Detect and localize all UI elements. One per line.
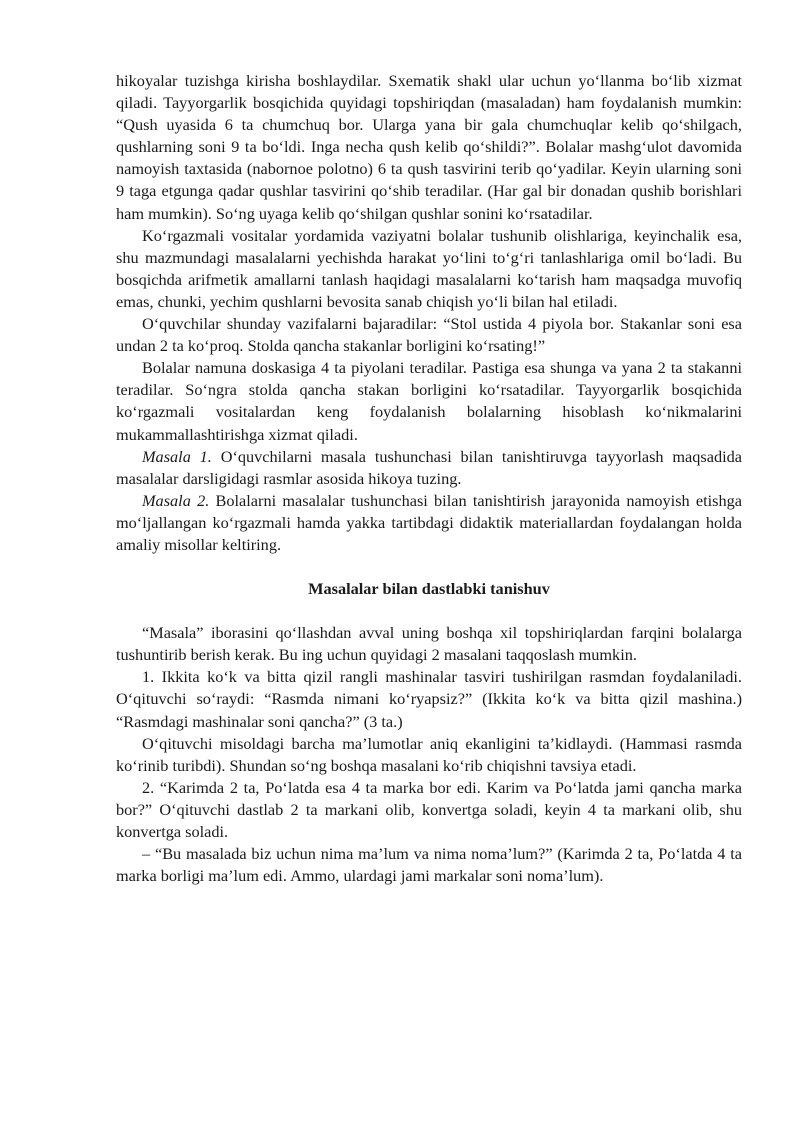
paragraph-example-1: 1. Ikkita ko‘k va bitta qizil rangli mashinalar tasviri tushirilgan rasmdan foydalaniladi. O‘qituvchi so‘raydi: “Rasmda nimani ko‘ryapsiz?” (Ikkita ko‘k va bitta qizil mashina.) “Rasmdagi mashinalar soni qancha?” (3 ta.) bbox=[116, 667, 742, 731]
task-1-text: O‘quvchilarni masala tushunchasi bilan tanishtiruvga tayyorlash maqsadida masalalar darsligidagi rasmlar asosida hikoya tuzing. bbox=[116, 446, 743, 488]
paragraph-masala-intro: “Masala” iborasini qo‘llashdan avval uning boshqa xil topshiriqlardan farqini bolalarga tushuntirib berish kerak. Bu ing uchun quyidagi 2 masalani taqqoslash mumkin. bbox=[116, 623, 742, 665]
paragraph-cups-task: O‘quvchilar shunday vazifalarni bajaradilar: “Stol ustida 4 piyola bor. Stakanlar soni esa undan 2 ta ko‘proq. Stolda qancha stakanlar borligini ko‘rsating!” bbox=[116, 314, 742, 356]
paragraph-continuation: hikoyalar tuzishga kirisha boshlaydilar. Sxematik shakl ular uchun yo‘llanma bo‘lib xizmat qiladi. Tayyorgarlik bosqichida quyidagi topshiriqdan (masaladan) ham foydalanish mumkin: “Qush uyasida 6 ta chumchuq bor. Ularga yana bir gala chumchuqlar kelib qo‘shilgach, qushlarning soni 9 ta bo‘ldi. Inga necha qush kelib qo‘shildi?”. Bolalar mashg‘ulot davomida namoyish taxtasida (nabornoe polotno) 6 ta qush tasvirini terib qo‘yadilar. Keyin ularning soni 9 taga etgunga qadar qushlar tasvirini qo‘shib teradilar. (Har gal bir donadan qushib borishlari ham mumkin). So‘ng uyaga kelib qo‘shilgan qushlar sonini ko‘rsatadilar. bbox=[116, 71, 742, 223]
paragraph-teacher-emphasis: O‘qituvchi misoldagi barcha ma’lumotlar aniq ekanligini ta’kidlaydi. (Hammasi rasmda ko‘rinib turibdi). Shundan so‘ng boshqa masalani ko‘rib chiqishni tavsiya etadi. bbox=[116, 733, 742, 775]
task-1 bbox=[116, 446, 742, 490]
section-heading: Masalalar bilan dastlabki tanishuv bbox=[308, 579, 550, 599]
task-1-label: Masala 1. bbox=[142, 446, 212, 466]
task-2-label: Masala 2. bbox=[142, 490, 210, 510]
paragraph-cups-solution: Bolalar namuna doskasiga 4 ta piyolani teradilar. Pastiga esa shunga va yana 2 ta stakanni teradilar. So‘ngra stolda qancha stakan borligini ko‘rsatadilar. Tayyorgarlik bosqichida ko‘rgazmali vositalardan keng foydalanish bolalarning hisoblash ko‘nikmalarini mukammallashtirishga xizmat qiladi. bbox=[116, 358, 742, 444]
task-2-text: Bolalarni masalalar tushunchasi bilan tanishtirish jarayonida namoyish etishga mo‘ljallangan ko‘rgazmali hamda yakka tartibdagi didaktik materiallardan foydalangan holda amaliy misollar keltiring. bbox=[116, 490, 743, 554]
paragraph-example-2: 2. “Karimda 2 ta, Po‘latda esa 4 ta marka bor edi. Karim va Po‘latda jami qancha marka bor?” O‘qituvchi dastlab 2 ta markani olib, konvertga soladi, keyin 4 ta markani olib, shu konvertga soladi. bbox=[116, 777, 742, 841]
task-2 bbox=[116, 490, 742, 556]
document-page bbox=[116, 70, 742, 887]
paragraph-visual-aids: Ko‘rgazmali vositalar yordamida vaziyatni bolalar tushunib olishlariga, keyinchalik esa, shu mazmundagi masalalarni yechishda harakat yo‘lini to‘g‘ri tanlashlariga omil bo‘ladi. Bu bosqichda arifmetik amallarni tanlash haqidagi masalalarni ko‘tarish ham maqsadga muvofiq emas, chunki, yechim qushlarni bevosita sanab chiqish yo‘li bilan hal etiladi. bbox=[116, 225, 742, 311]
paragraph-question: – “Bu masalada biz uchun nima ma’lum va nima noma’lum?” (Karimda 2 ta, Po‘latda 4 ta marka borligi ma’lum edi. Ammo, ulardagi jami markalar soni noma’lum). bbox=[116, 844, 742, 886]
